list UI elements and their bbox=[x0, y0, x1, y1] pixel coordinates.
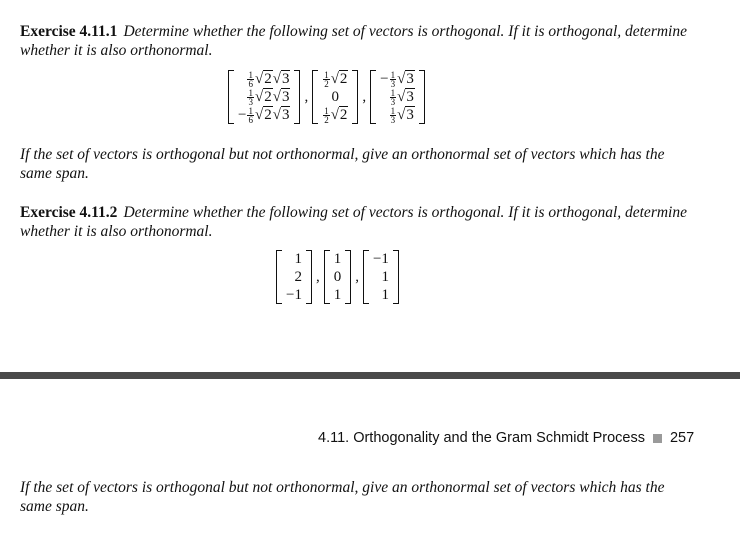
vector-3 bbox=[363, 250, 399, 304]
comma: , bbox=[355, 268, 359, 285]
vector-entry: −1 bbox=[372, 251, 389, 267]
vector-entry: 1 bbox=[333, 287, 342, 303]
vector-entry: −1 bbox=[286, 287, 302, 303]
square-separator-icon bbox=[653, 434, 662, 443]
vector-entry: 2 bbox=[294, 269, 302, 285]
comma: , bbox=[362, 88, 367, 105]
exercise-4-11-2-vectors bbox=[276, 250, 399, 304]
vector-entry: 1 bbox=[294, 251, 302, 267]
exercise-4-11-1-prompt bbox=[20, 22, 700, 60]
exercise-4-11-2-prompt bbox=[20, 203, 700, 241]
vector-3 bbox=[370, 70, 425, 124]
vector-entry: 0 bbox=[331, 89, 340, 106]
running-header bbox=[318, 430, 694, 446]
vector-entry: $\frac{1}{2}$ √2 bbox=[324, 70, 348, 90]
vector-entry: 0 bbox=[333, 269, 342, 285]
vector-entry: $\frac{1}{3}$ √3 bbox=[390, 88, 414, 108]
vector-2 bbox=[324, 250, 352, 304]
section-title: 4.11. Orthogonality and the Gram Schmidt Process bbox=[318, 430, 645, 446]
vector-entry: $\frac{1}{3}$ √2√3 bbox=[248, 88, 290, 108]
exercise-text: Determine whether the following set of vectors is orthogonal. If it is orthogonal, determine whether it is also orthonormal. bbox=[20, 23, 687, 59]
vector-entry: − $\frac{1}{6}$ √2√3 bbox=[238, 106, 290, 126]
vector-1 bbox=[228, 70, 300, 124]
vector-entry: $\frac{1}{6}$ √2√3 bbox=[248, 70, 290, 90]
next-page-followup: If the set of vectors is orthogonal but not orthonormal, give an orthonormal set of vectors which has the same span. bbox=[20, 479, 665, 515]
vector-1 bbox=[276, 250, 312, 304]
vector-entry: − $\frac{1}{3}$ √3 bbox=[380, 70, 414, 90]
page-number: 257 bbox=[669, 430, 695, 446]
vector-entry: $\frac{1}{2}$ √2 bbox=[324, 106, 348, 126]
page-divider bbox=[0, 372, 740, 379]
exercise-4-11-1-vectors bbox=[228, 70, 425, 124]
exercise-label: Exercise 4.11.1 bbox=[20, 23, 118, 40]
vector-entry: $\frac{1}{3}$ √3 bbox=[390, 106, 414, 126]
exercise-label: Exercise 4.11.2 bbox=[20, 204, 118, 221]
exercise-text: Determine whether the following set of vectors is orthogonal. If it is orthogonal, determine whether it is also orthonormal. bbox=[20, 204, 687, 240]
vector-2 bbox=[312, 70, 358, 124]
vector-entry: 1 bbox=[333, 251, 342, 267]
vector-entry: 1 bbox=[381, 269, 389, 285]
comma: , bbox=[304, 88, 309, 105]
comma: , bbox=[315, 268, 320, 285]
vector-entry: 1 bbox=[381, 287, 389, 303]
exercise-4-11-1-followup: If the set of vectors is orthogonal but not orthonormal, give an orthonormal set of vectors which has the same span. bbox=[20, 146, 665, 182]
